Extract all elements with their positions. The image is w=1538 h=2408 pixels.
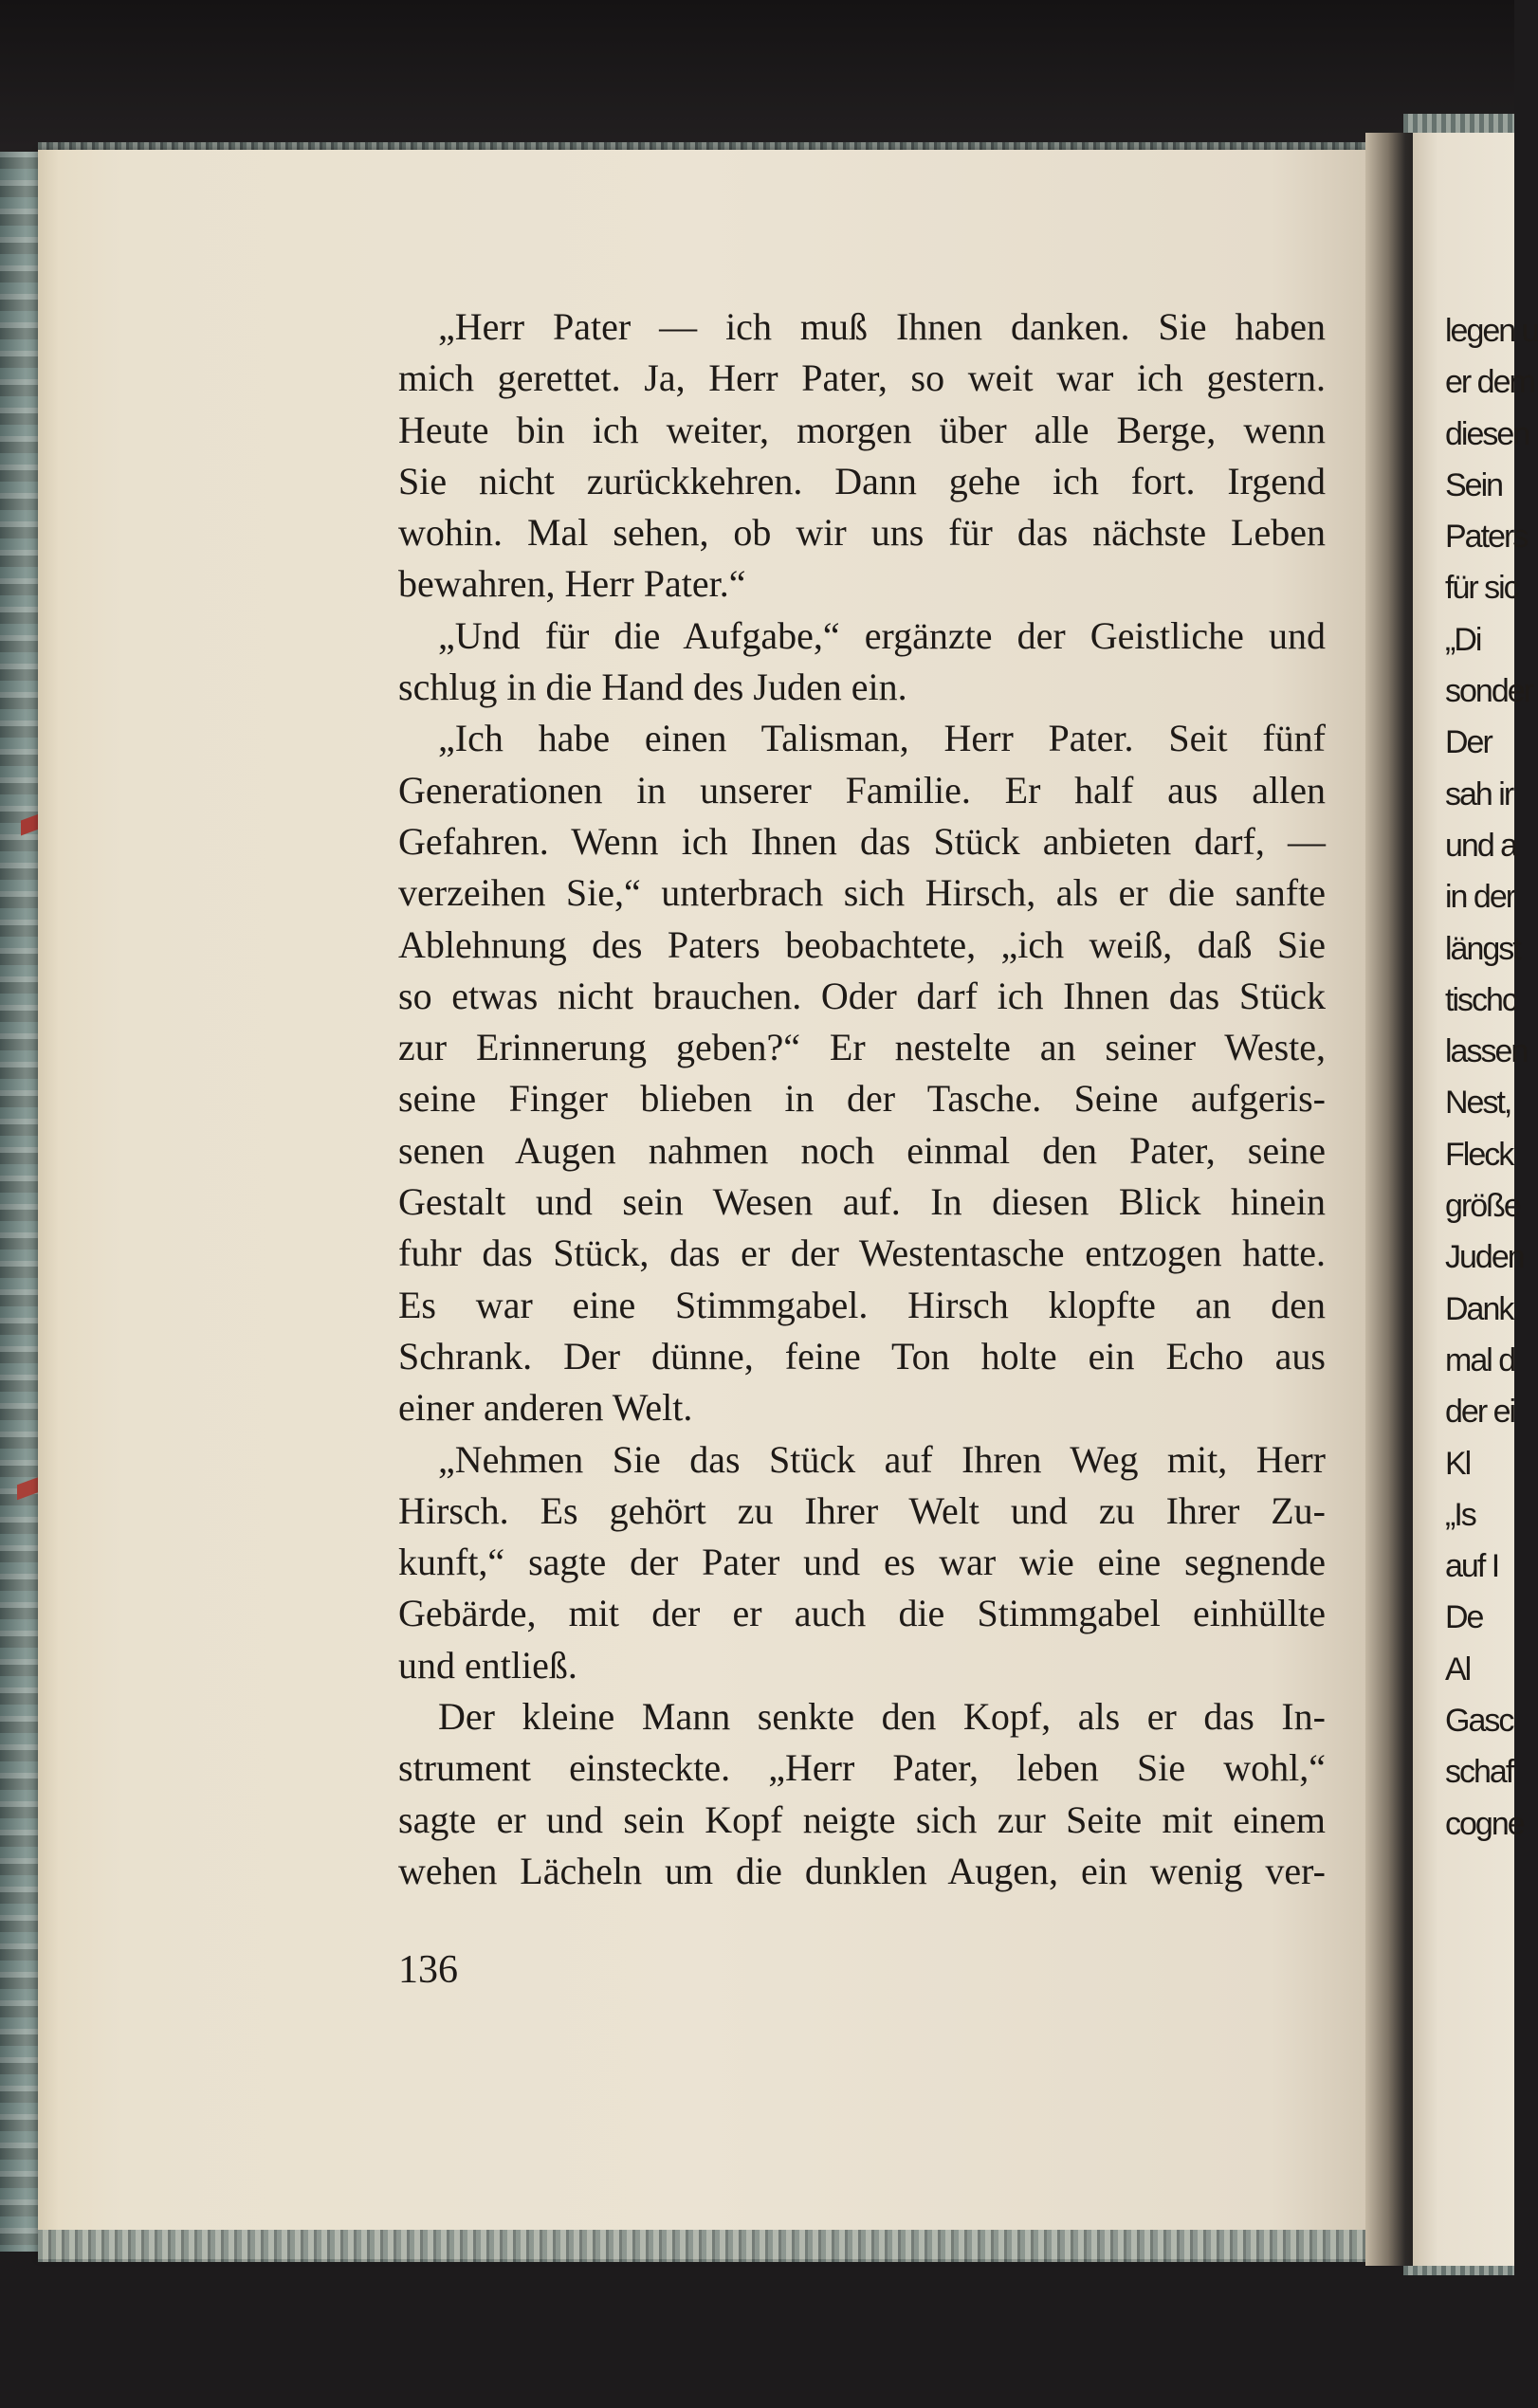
text-fragment: Nest, (1445, 1085, 1511, 1122)
text-fragment: in der (1445, 879, 1515, 916)
text-fragment: sonder (1445, 673, 1532, 710)
text-line: Gefahren. Wenn ich Ihnen das Stück anbieten darf, — (398, 819, 1326, 863)
text-line: Heute bin ich weiter, morgen über alle Berge, wenn (398, 408, 1326, 451)
text-fragment: Al (1445, 1651, 1471, 1687)
text-line: „Nehmen Sie das Stück auf Ihren Weg mit, Herr (438, 1437, 1326, 1481)
text-fragment: tischc (1445, 981, 1516, 1018)
text-line: Hirsch. Es gehört zu Ihrer Welt und zu Ihrer Zu- (398, 1488, 1326, 1532)
text-line: bewahren, Herr Pater.“ (398, 562, 746, 606)
text-line: sagte er und sein Kopf neigte sich zur Seite mit einem (398, 1797, 1326, 1841)
text-line: einer anderen Welt. (398, 1386, 693, 1430)
text-fragment: legen u (1445, 313, 1538, 349)
text-fragment: längst (1445, 930, 1520, 967)
text-fragment: mal d (1445, 1341, 1515, 1378)
text-fragment: diesen (1445, 415, 1529, 452)
text-line: fuhr das Stück, das er der Westentasche entzogen hatte. (398, 1231, 1326, 1275)
text-fragment: „Di (1445, 621, 1481, 658)
text-line: senen Augen nahmen noch einmal den Pater, seine (398, 1128, 1326, 1172)
text-fragment: Fleck (1445, 1136, 1513, 1173)
text-fragment: De (1445, 1599, 1483, 1636)
text-fragment: lassen (1445, 1033, 1528, 1070)
text-fragment: Kl (1445, 1445, 1471, 1482)
text-line: schlug in die Hand des Juden ein. (398, 666, 907, 709)
text-line: zur Erinnerung geben?“ Er nestelte an seiner Weste, (398, 1026, 1326, 1069)
left-page-text (398, 301, 1326, 1897)
page-edge-bottom (38, 2230, 1394, 2262)
text-fragment: auf I (1445, 1548, 1499, 1585)
text-line: verzeihen Sie,“ unterbrach sich Hirsch, als er die sanfte (398, 871, 1326, 915)
text-fragment: Dank (1445, 1290, 1513, 1327)
text-line: wehen Lächeln um die dunklen Augen, ein wenig ver- (398, 1849, 1326, 1892)
text-fragment: Gasc (1445, 1703, 1513, 1740)
page-number: 136 (398, 1948, 458, 1992)
text-fragment: für sic (1445, 570, 1518, 607)
background (0, 0, 1514, 161)
text-line: Generationen in unserer Familie. Er half aus allen (398, 768, 1326, 812)
text-fragment: Der (1445, 724, 1492, 761)
text-fragment: sah ir (1445, 775, 1513, 812)
text-line: „Und für die Aufgabe,“ ergänzte der Geistliche und (438, 613, 1326, 657)
text-fragment: der ei (1445, 1394, 1515, 1431)
text-line: „Ich habe einen Talisman, Herr Pater. Seit fünf (438, 717, 1326, 760)
text-line: wohin. Mal sehen, ob wir uns für das nächste Leben (398, 511, 1326, 555)
text-line: Ablehnung des Paters beobachtete, „ich weiß, daß Sie (398, 922, 1326, 966)
text-line: „Herr Pater — ich muß Ihnen danken. Sie haben (438, 305, 1326, 348)
text-line: Gebärde, mit der er auch die Stimmgabel einhüllte (398, 1592, 1326, 1635)
text-line: kunft,“ sagte der Pater und es war wie eine segnende (398, 1541, 1326, 1584)
right-page-text (1445, 305, 1538, 1850)
text-fragment: Juden (1445, 1239, 1524, 1276)
text-line: seine Finger blieben in der Tasche. Seine aufgeris- (398, 1077, 1326, 1121)
text-fragment: schaf (1445, 1754, 1513, 1791)
text-fragment: „Is (1445, 1496, 1475, 1533)
text-line: Gestalt und sein Wesen auf. In diesen Blick hinein (398, 1180, 1326, 1224)
text-fragment: größe (1445, 1188, 1520, 1225)
text-line: strument einsteckte. „Herr Pater, leben Sie wohl,“ (398, 1746, 1326, 1790)
text-line: Es war eine Stimmgabel. Hirsch klopfte an den (398, 1283, 1326, 1326)
text-line: Der kleine Mann senkte den Kopf, als er das In- (438, 1695, 1326, 1739)
text-line: so etwas nicht brauchen. Oder darf ich Ihnen das Stück (398, 974, 1326, 1017)
text-fragment: er dem (1445, 364, 1534, 401)
text-line: Schrank. Der dünne, feine Ton holte ein Echo aus (398, 1334, 1326, 1377)
text-line: mich gerettet. Ja, Herr Pater, so weit war ich gestern. (398, 356, 1326, 400)
text-fragment: und a (1445, 827, 1517, 864)
text-line: und entließ. (398, 1643, 577, 1687)
text-fragment: cogne (1445, 1805, 1524, 1842)
text-fragment: Sein (1445, 466, 1503, 503)
text-fragment: Paters (1445, 519, 1528, 556)
text-line: Sie nicht zurückkehren. Dann gehe ich fort. Irgend (398, 459, 1326, 502)
